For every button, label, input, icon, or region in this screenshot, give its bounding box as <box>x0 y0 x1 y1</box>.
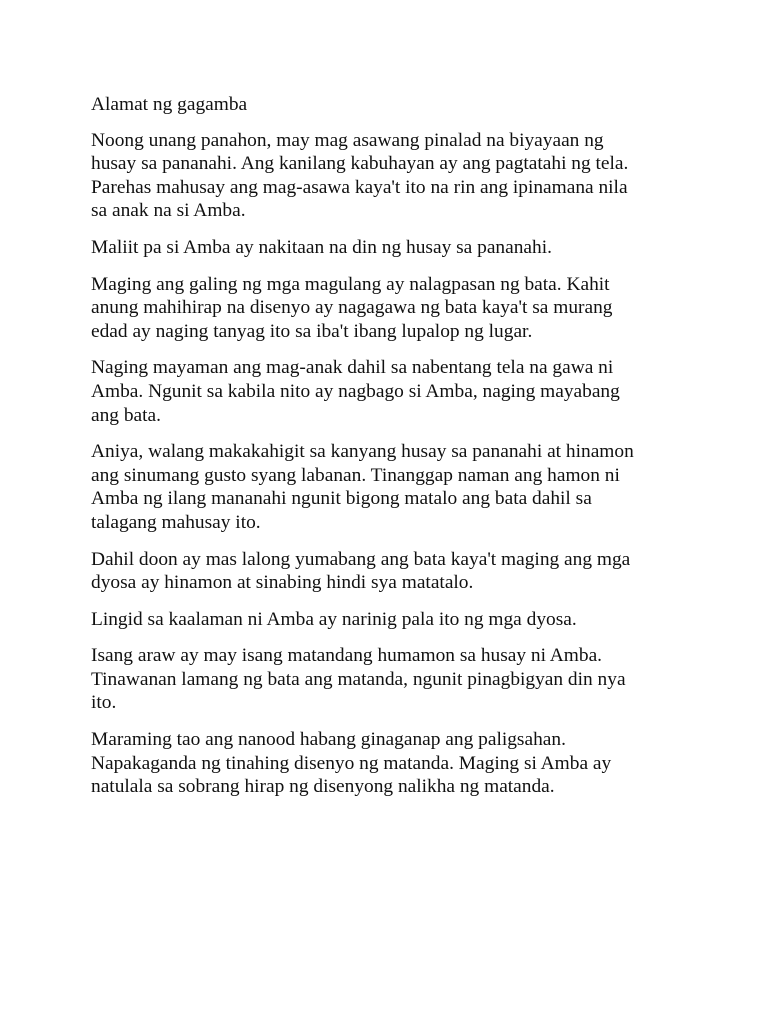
paragraph <box>91 236 691 260</box>
paragraph-line: Aniya, walang makakahigit sa kanyang husay sa pananahi at hinamon <box>91 441 634 463</box>
paragraph-line: ito. <box>91 692 117 714</box>
paragraph-line: Napakaganda ng tinahing disenyo ng matanda. Maging si Amba ay <box>91 752 612 774</box>
paragraph-line: Parehas mahusay ang mag-asawa kaya't ito na rin ang ipinamana nila <box>91 176 628 198</box>
paragraph-line: talagang mahusay ito. <box>91 511 261 533</box>
paragraph-line: Lingid sa kaalaman ni Amba ay narinig pala ito ng mga dyosa. <box>91 608 577 630</box>
paragraph-line: Maging ang galing ng mga magulang ay nalagpasan ng bata. Kahit <box>91 273 610 295</box>
document-title: Alamat ng gagamba <box>91 94 248 115</box>
document-page <box>91 93 691 812</box>
paragraph-line: husay sa pananahi. Ang kanilang kabuhayan ay ang pagtatahi ng tela. <box>91 153 629 175</box>
paragraph <box>91 608 691 632</box>
paragraph-line: Maliit pa si Amba ay nakitaan na din ng husay sa pananahi. <box>91 236 552 258</box>
paragraph <box>91 440 691 534</box>
paragraph-line: natulala sa sobrang hirap ng disenyong nalikha ng matanda. <box>91 776 555 798</box>
paragraph-line: ang sinumang gusto syang labanan. Tinanggap naman ang hamon ni <box>91 464 620 486</box>
paragraph <box>91 356 691 427</box>
paragraph-line: Dahil doon ay mas lalong yumabang ang bata kaya't maging ang mga <box>91 548 631 570</box>
paragraph-line: anung mahihirap na disenyo ay nagagawa ng bata kaya't sa murang <box>91 297 613 319</box>
paragraph-line: edad ay naging tanyag ito sa iba't ibang lupalop ng lugar. <box>91 320 533 342</box>
paragraph-line: sa anak na si Amba. <box>91 200 246 222</box>
paragraph-line: Isang araw ay may isang matandang humamon sa husay ni Amba. <box>91 645 603 667</box>
paragraph <box>91 273 691 344</box>
paragraph <box>91 548 691 595</box>
paragraph-line: dyosa ay hinamon at sinabing hindi sya matatalo. <box>91 572 474 594</box>
paragraph <box>91 728 691 799</box>
paragraph-line: Noong unang panahon, may mag asawang pinalad na biyayaan ng <box>91 129 604 151</box>
paragraph-line: Maraming tao ang nanood habang ginaganap ang paligsahan. <box>91 729 566 751</box>
paragraph-line: Tinawanan lamang ng bata ang matanda, ngunit pinagbigyan din nya <box>91 668 626 690</box>
paragraph-line: Amba. Ngunit sa kabila nito ay nagbago si Amba, naging mayabang <box>91 380 620 402</box>
paragraph-line: Naging mayaman ang mag-anak dahil sa nabentang tela na gawa ni <box>91 357 614 379</box>
paragraph-line: ang bata. <box>91 404 161 426</box>
document-body <box>91 129 691 799</box>
paragraph <box>91 644 691 715</box>
paragraph-line: Amba ng ilang mananahi ngunit bigong matalo ang bata dahil sa <box>91 488 592 510</box>
paragraph <box>91 129 691 223</box>
